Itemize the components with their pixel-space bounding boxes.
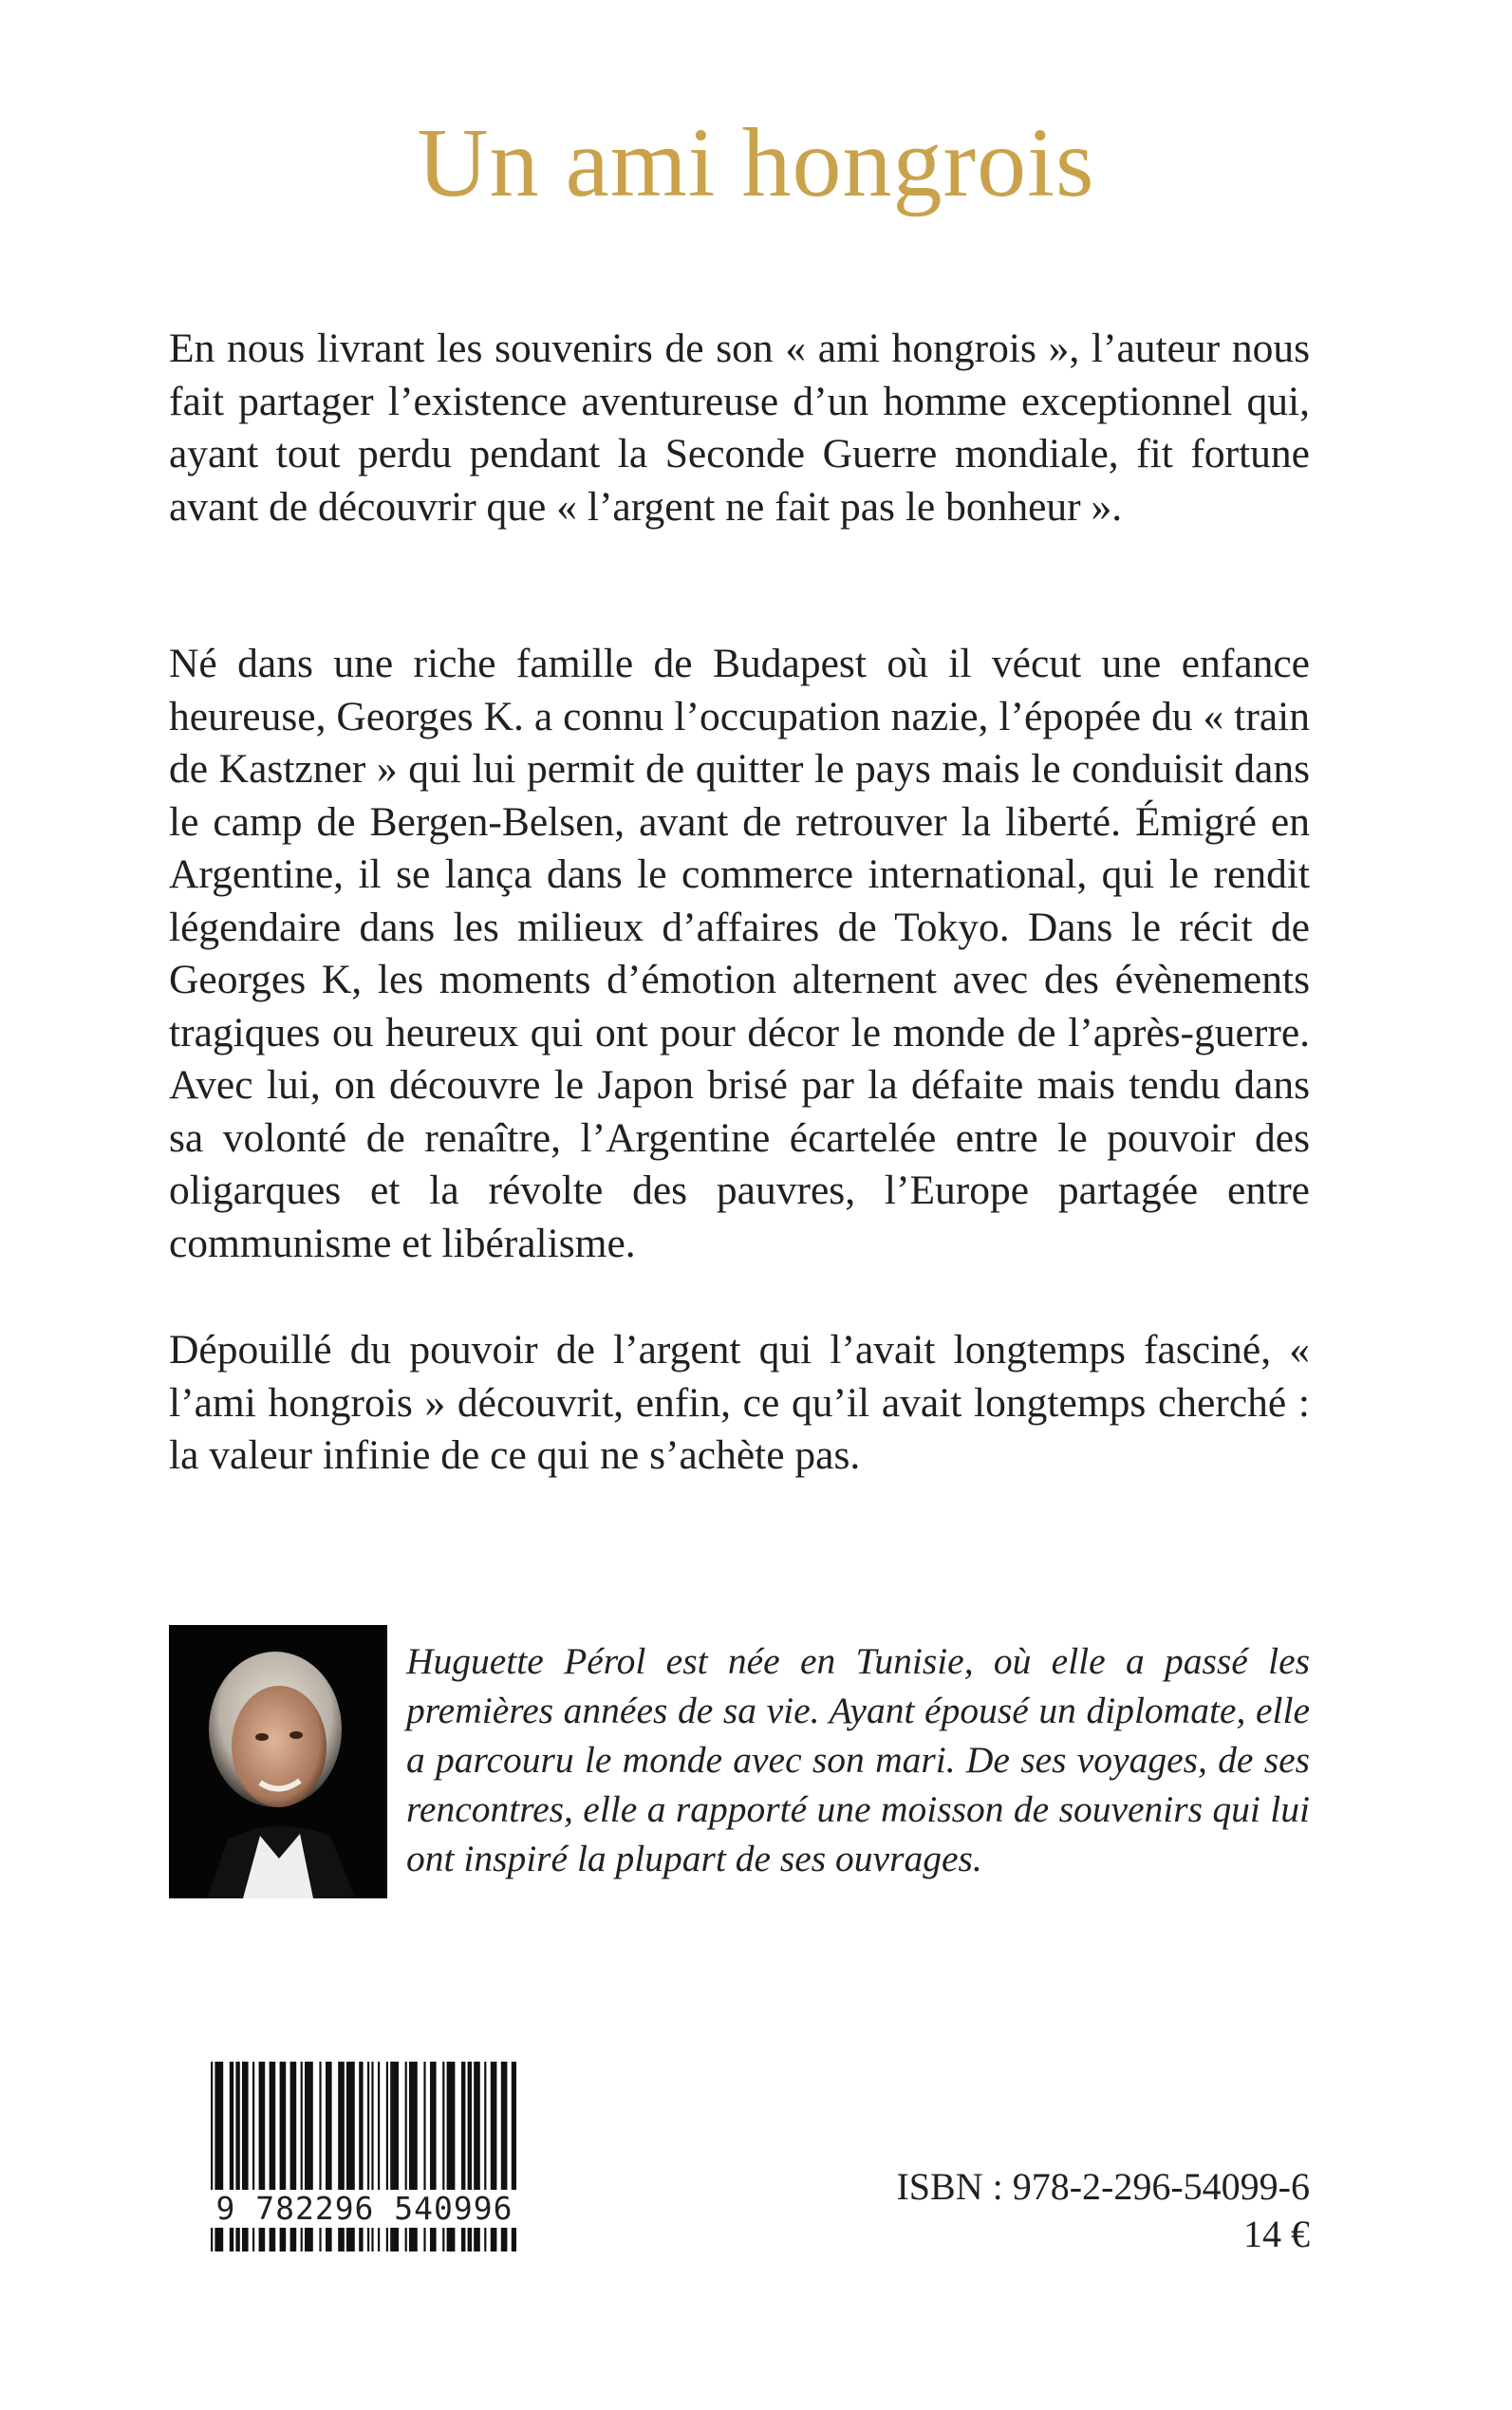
author-photo [169,1625,387,1898]
blurb-paragraph-1: En nous livrant les souvenirs de son « ami hongrois », l’auteur nous fait partager l’existence aventureuse d’un homme exceptionnel qui, ayant tout perdu pendant la Seconde Guerre mondiale, fit fortune avant de découvrir que « l’argent ne fait pas le bonheur ». [169,326,1310,530]
blurb-paragraph-3: Dépouillé du pouvoir de l’argent qui l’avait longtemps fasciné, « l’ami hongrois » découvrit, enfin, ce qu’il avait longtemps cherché : la valeur infinie de ce qui ne s’achète pas. [169,1327,1310,1478]
isbn-text: ISBN : 978-2-296-54099-6 [896,2165,1310,2208]
barcode [207,2062,516,2261]
author-bio: Huguette Pérol est née en Tunisie, où elle a passé les premières années de sa vie. Ayant épousé un diplomate, elle a parcouru le monde avec son mari. De ses voyages, de ses rencontres, elle a rapporté une moisson de souvenirs qui lui ont inspiré la plupart de ses ouvrages. [406,1640,1310,1879]
book-title: Un ami hongrois [417,108,1095,217]
price-text: 14 € [1243,2213,1310,2255]
blurb-paragraph-2: Né dans une riche famille de Budapest où il vécut une enfance heureuse, Georges K. a connu l’occupation nazie, l’épopée du « train de Kastzner » qui lui permit de quitter le pays mais le conduisit dans le camp de Bergen-Belsen, avant de retrouver la liberté. Émigré en Argentine, il se lança dans le commerce international, qui le rendit légendaire dans les milieux d’affaires de Tokyo. Dans le récit de Georges K, les moments d’émotion alternent avec des évènements tragiques ou heureux qui ont pour décor le monde de l’après-guerre. Avec lui, on découvre le Japon brisé par la défaite mais tendu dans sa volonté de renaître, l’Argentine écartelée entre le pouvoir des oligarques et la révolte des pauvres, l’Europe partagée entre communisme et libéralisme. [169,641,1310,1266]
barcode-digits: 9 782296 540996 [203,2190,526,2228]
